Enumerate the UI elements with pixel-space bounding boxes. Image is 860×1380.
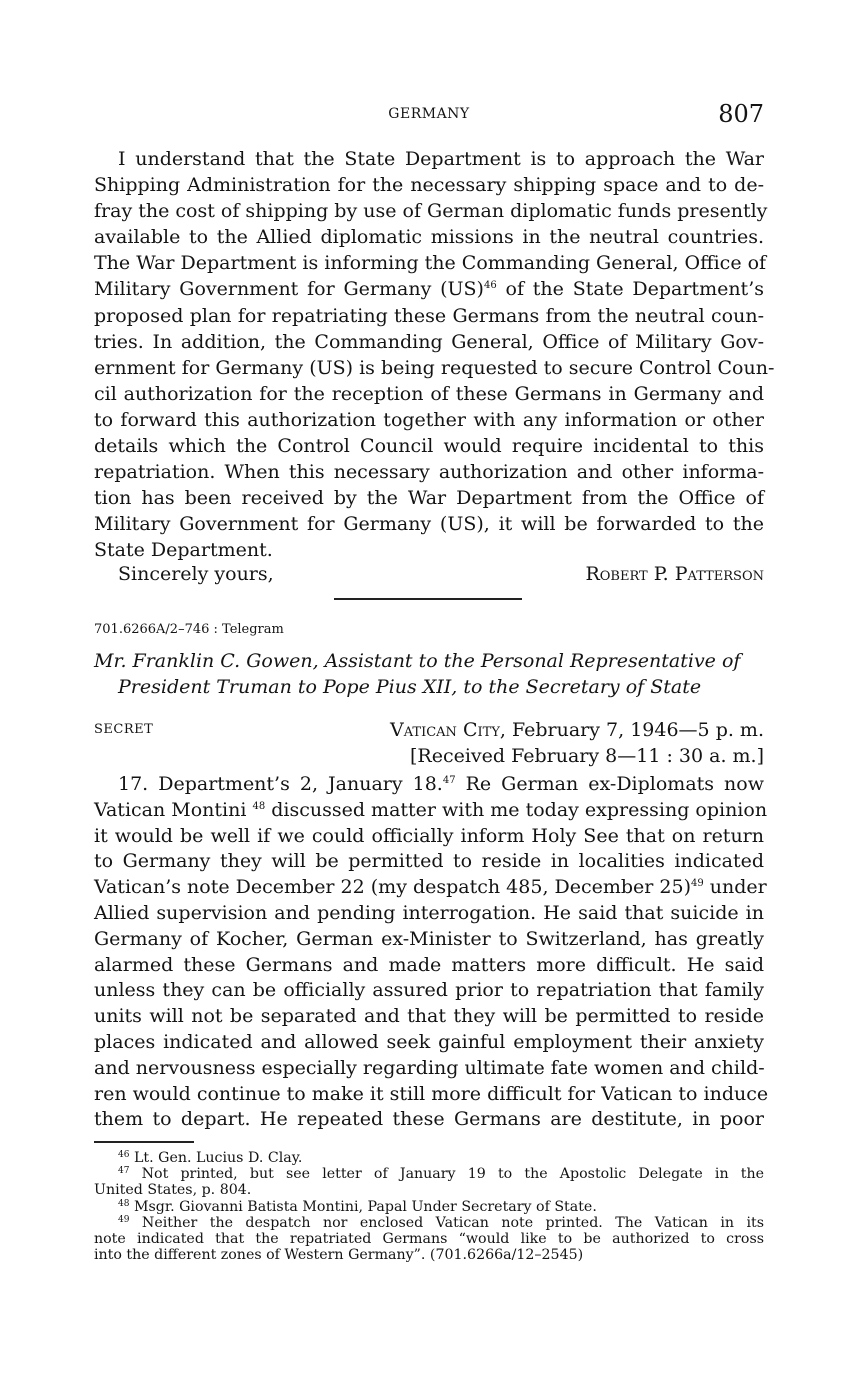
text-line: available to the Allied diplomatic missions in the neutral countries. [94,226,764,249]
text-span: 17. Department’s 2, January 18. [118,773,443,795]
classification: SECRET [94,722,154,737]
text-line: ren would continue to make it still more difficult for Vatican to induce [94,1082,769,1105]
letter-paragraph [94,146,775,564]
footnote-48 [94,1199,764,1215]
footnote-number: 48 [118,1198,130,1209]
footnote-number: 49 [118,1214,130,1225]
footnote-49-cont: note indicated that the repatriated Germans “would like to be authorized to cross [94,1231,764,1248]
dateline-sent [390,717,764,743]
text-line [94,875,767,901]
text-line: Shipping Administration for the necessary shipping space and to de- [94,174,764,197]
file-reference: 701.6266A/2–746 : Telegram [94,622,284,637]
text-line [94,276,764,302]
text-line: Germany of Kocher, German ex-Minister to Switzerland, has greatly [94,927,764,950]
footnote-47-cont: United States, p. 804. [94,1182,252,1199]
text-line: them to depart. He repeated these Germans are destitute, in poor [94,1108,764,1131]
text-line: cil authorization for the reception of these Germans in Germany and [94,382,764,405]
footnotes [94,1150,764,1263]
dateline-place: Vatican City [390,719,500,741]
footnote-ref-49[interactable]: 49 [691,878,704,890]
section-divider [334,598,522,600]
document-heading [94,648,764,700]
dateline [390,717,764,769]
text-span: Re German ex-Diplomats now [455,773,764,795]
text-line: tries. In addition, the Commanding General, Office of Military Gov- [94,330,764,353]
text-span: Military Government for Germany (US) [94,278,484,301]
text-span: under [703,876,767,899]
footnote-text: Neither the despatch nor enclosed Vatican note printed. The Vatican in its [129,1214,764,1231]
text-line: Allied supervision and pending interrogation. He said that suicide in [94,901,764,924]
text-line: it would be well if we could officially inform Holy See that on return [94,824,764,847]
text-line: fray the cost of shipping by use of German diplomatic funds presently [94,200,768,223]
text-line: repatriation. When this necessary authorization and other informa- [94,461,764,484]
page-number: 807 [718,100,764,128]
signer-name: Robert P. Patterson [585,563,764,585]
text-span: discussed matter with me today expressing opinion [265,798,768,821]
text-line: I understand that the State Department is to approach the War [118,148,764,170]
text-line: unless they can be officially assured prior to repatriation that family [94,979,764,1002]
footnote-text: Msgr. Giovanni Batista Montini, Papal Under Secretary of State. [129,1198,597,1215]
dateline-received: [Received February 8—11 : 30 a. m.] [410,745,764,767]
footnote-49 [94,1215,764,1231]
running-header [94,100,764,133]
footnote-47 [94,1166,764,1182]
text-line [94,798,768,824]
text-span: Vatican’s note December 22 (my despatch 485, December 25) [94,876,692,899]
footnote-number: 47 [118,1166,130,1177]
text-line: places indicated and allowed seek gainful employment their anxiety [94,1030,764,1053]
text-line: to forward this authorization together with any information or other [94,408,764,431]
text-line: ernment for Germany (US) is being requested to secure Control Coun- [94,356,775,379]
text-line: Military Government for Germany (US), it will be forwarded to the [94,513,764,536]
footnote-text: Not printed, but see letter of January 19 to the Apostolic Delegate in the [129,1166,764,1183]
footnote-ref-48[interactable]: 48 [252,800,266,812]
running-title: GERMANY [388,106,470,122]
footnote-ref-46[interactable]: 46 [483,280,497,292]
text-line [94,772,764,798]
signature-block [94,563,764,589]
text-line: State Department. [94,539,273,562]
heading-line: Mr. Franklin C. Gowen, Assistant to the Personal Representative of [94,650,741,672]
footnote-rule [94,1141,194,1143]
text-line: details which the Control Council would require incidental to this [94,435,764,458]
heading-line: President Truman to Pope Pius XII, to the Secretary of State [118,676,702,698]
footnote-text: Lt. Gen. Lucius D. Clay. [129,1150,303,1166]
text-line: The War Department is informing the Commanding General, Office of [94,252,767,275]
text-line: alarmed these Germans and made matters more difficult. He said [94,953,764,976]
footnote-number: 46 [118,1150,130,1160]
text-line: to Germany they will be permitted to reside in localities indicated [94,850,764,873]
dateline-date: , February 7, 1946—5 p. m. [499,719,764,741]
footnote-49-cont: into the different zones of Western Germany”. (701.6266a/12–2545) [94,1247,584,1264]
text-line: proposed plan for repatriating these Germans from the neutral coun- [94,304,764,327]
text-span: of the State Department’s [496,278,764,301]
text-span: Vatican Montini [94,798,253,821]
footnote-46 [94,1150,764,1166]
text-line: tion has been received by the War Department from the Office of [94,487,764,510]
text-line: and nervousness especially regarding ultimate fate women and child- [94,1056,765,1079]
telegram-paragraph [94,772,769,1133]
closing: Sincerely yours, [118,563,274,585]
footnote-ref-47[interactable]: 47 [442,775,456,786]
text-line: units will not be separated and that they will be permitted to reside [94,1005,764,1028]
